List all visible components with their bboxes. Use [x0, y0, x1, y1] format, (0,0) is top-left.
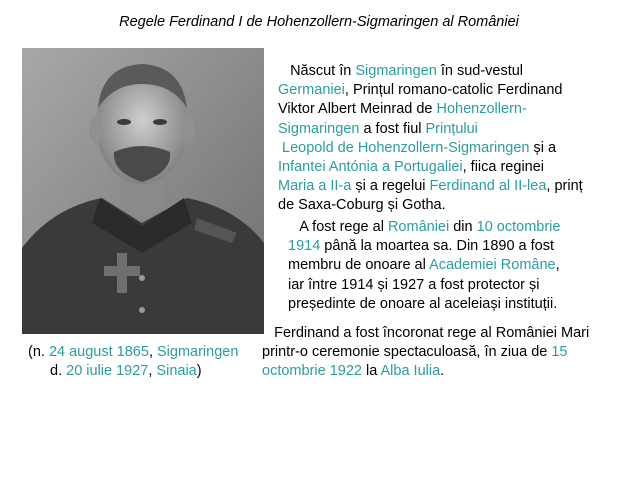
text-line	[262, 343, 589, 362]
text-run: și a regelui	[351, 178, 430, 195]
caption-death	[50, 362, 202, 381]
text-run: A fost rege al	[288, 219, 388, 235]
wiki-link[interactable]: 15	[551, 344, 568, 361]
text-run: )	[196, 363, 202, 379]
wiki-link[interactable]: Hohenzollern-	[436, 101, 527, 118]
text-line	[278, 158, 583, 177]
wiki-link[interactable]: Academiei Române	[429, 257, 556, 274]
text-line	[262, 324, 589, 343]
text-line	[278, 139, 583, 158]
text-line	[278, 196, 583, 215]
wiki-link[interactable]: Sigmaringen	[355, 63, 437, 79]
text-run: d.	[50, 363, 67, 379]
wiki-link[interactable]: Ferdinand al II-lea	[429, 178, 547, 195]
text-run: până la moartea sa. Din 1890 a fost	[320, 238, 555, 255]
text-run: Născut în	[278, 63, 356, 79]
text-line	[278, 81, 583, 100]
text-run: în sud-vestul	[436, 63, 524, 79]
wiki-link[interactable]: Infantei Antónia a Portugaliei	[278, 159, 463, 176]
wiki-link[interactable]: Leopold de Hohenzollern-Sigmaringen	[278, 139, 530, 156]
text-run: ,	[148, 363, 157, 379]
text-line	[262, 362, 589, 381]
text-run: ,	[148, 344, 157, 360]
text-line	[278, 120, 583, 139]
text-run: președinte de onoare al aceleiași instituții.	[288, 295, 558, 312]
wiki-link[interactable]: 24 august 1865	[48, 344, 149, 360]
text-run: , fiica reginei	[462, 159, 545, 176]
wiki-link[interactable]: Sigmaringen	[278, 120, 360, 137]
text-run: , Prințul romano-catolic Ferdinand	[344, 82, 563, 99]
paragraph-birth-lineage	[278, 62, 583, 216]
paragraph-coronation	[262, 324, 589, 382]
text-run: printr-o ceremonie spectaculoasă, în ziua de	[262, 344, 552, 361]
paragraph-reign	[288, 218, 560, 314]
wiki-link[interactable]: Germaniei	[278, 82, 345, 99]
text-run: iar între 1914 și 1927 a fost protector și	[288, 276, 540, 293]
portrait-illustration	[22, 48, 264, 334]
text-line	[288, 237, 560, 256]
caption-birth	[28, 343, 238, 362]
text-run: (n.	[28, 344, 49, 360]
wiki-link[interactable]: Maria a II-a	[278, 178, 352, 195]
text-run: Ferdinand a fost încoronat rege al României Mari	[262, 325, 590, 341]
wiki-link[interactable]: Sinaia	[156, 363, 197, 379]
text-run: și a	[529, 139, 557, 156]
text-line	[288, 256, 560, 275]
text-run: la	[361, 363, 381, 380]
text-run: , prinț	[546, 178, 583, 195]
portrait-photo	[22, 48, 264, 334]
text-run: a fost fiul	[359, 120, 426, 137]
text-run: .	[440, 363, 445, 380]
text-line	[278, 100, 583, 119]
text-line	[278, 62, 583, 81]
text-run: ,	[555, 257, 560, 274]
text-line	[288, 276, 560, 295]
wiki-link[interactable]: 20 iulie 1927	[66, 363, 149, 379]
text-line	[278, 177, 583, 196]
text-line	[288, 295, 560, 314]
text-run: membru de onoare al	[288, 257, 430, 274]
text-line	[288, 218, 560, 237]
wiki-link[interactable]: 1914	[288, 238, 321, 255]
page-title: Regele Ferdinand I de Hohenzollern-Sigmaringen al României	[119, 14, 519, 30]
wiki-link[interactable]: Sigmaringen	[157, 344, 239, 360]
wiki-link[interactable]: Prințului	[425, 120, 478, 137]
wiki-link[interactable]: 10 octombrie	[476, 219, 561, 235]
wiki-link[interactable]: octombrie 1922	[262, 363, 362, 380]
text-run: de Saxa-Coburg și Gotha.	[278, 197, 446, 214]
text-run: din	[449, 219, 477, 235]
wiki-link[interactable]: Alba Iulia	[380, 363, 441, 380]
text-run: Viktor Albert Meinrad de	[278, 101, 437, 118]
wiki-link[interactable]: României	[387, 219, 450, 235]
